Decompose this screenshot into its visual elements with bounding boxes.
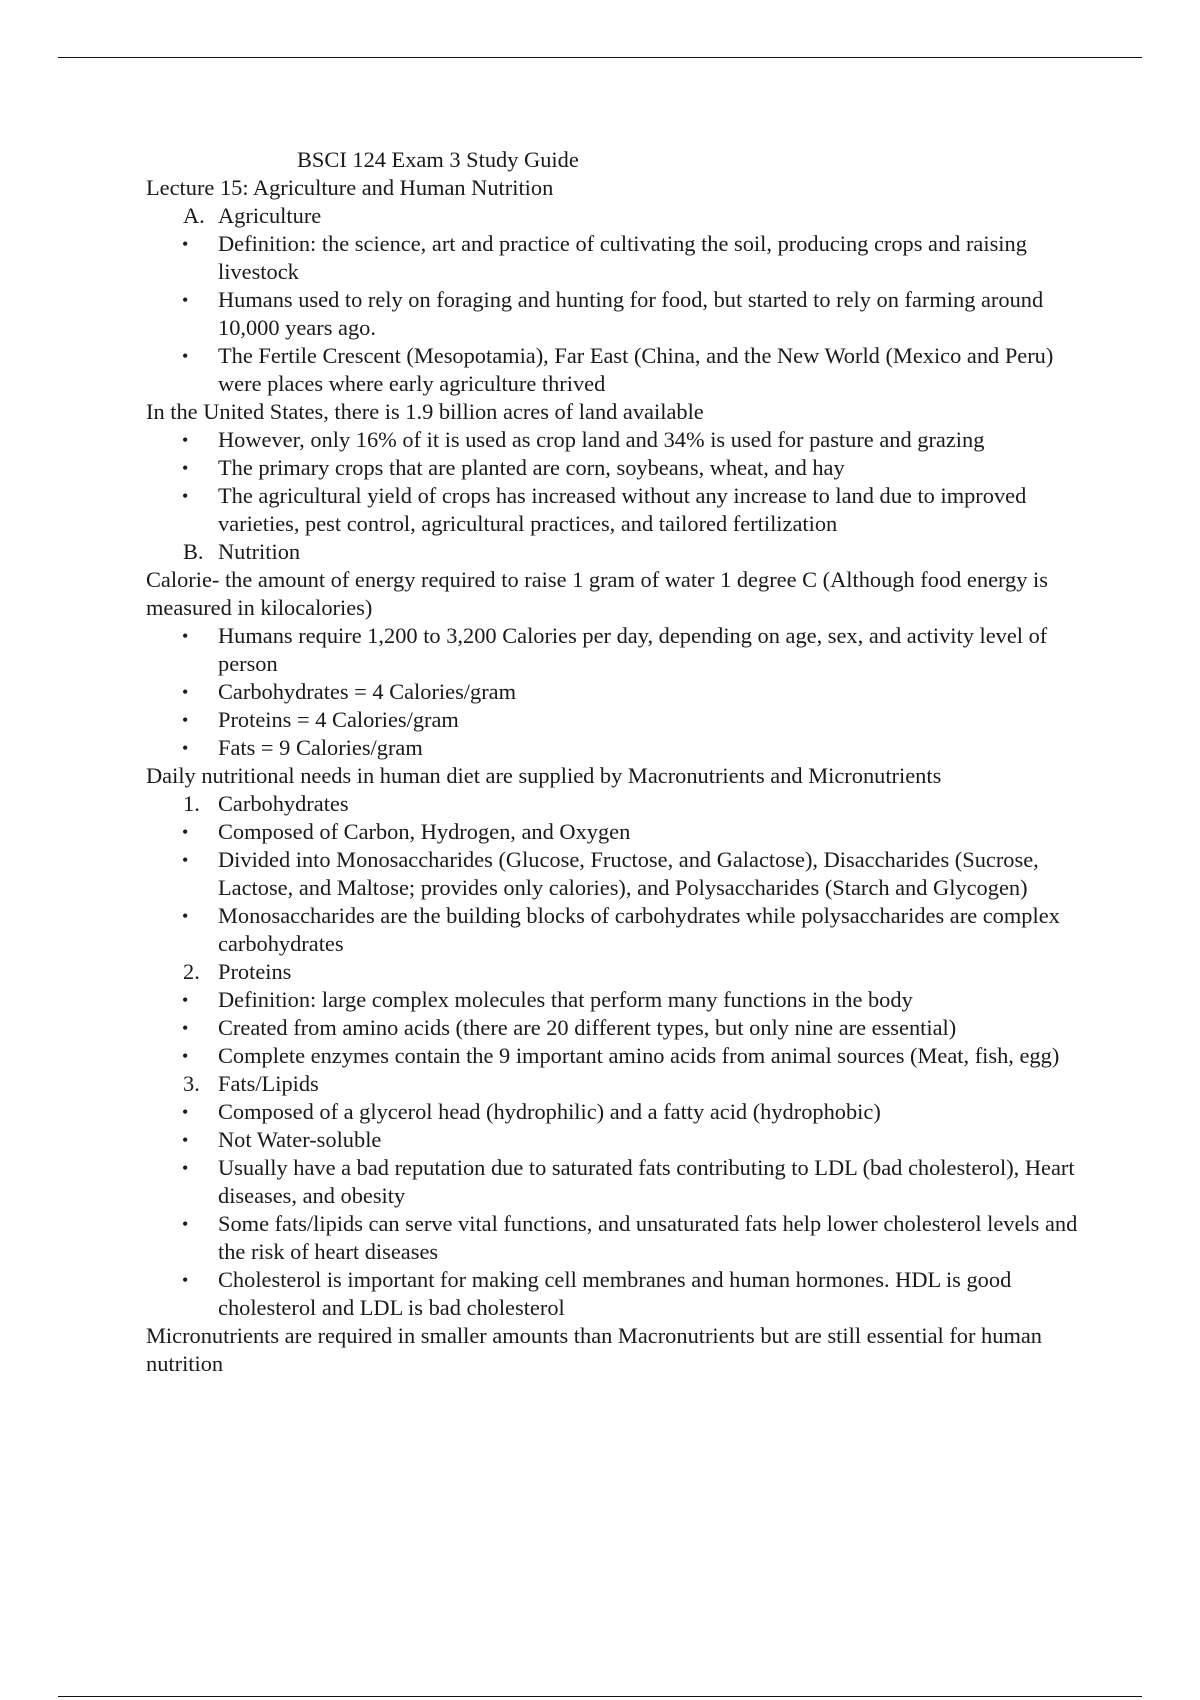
list-item [146,1098,1096,1126]
bullet-icon: • [182,346,189,366]
bullet-text: However, only 16% of it is used as crop land and 34% is used for pasture and grazing [218,427,985,452]
proteins-heading [146,958,1096,986]
bullet-icon: • [182,1018,189,1038]
bullet-icon: • [182,682,189,702]
bullet-icon: • [182,1102,189,1122]
bullet-icon: • [182,850,189,870]
carbohydrates-heading [146,790,1096,818]
carbohydrates-label: Carbohydrates [218,791,349,816]
bullet-text: Composed of Carbon, Hydrogen, and Oxygen [218,819,631,844]
list-item [146,1210,1096,1266]
list-item [146,734,1096,762]
bullet-icon: • [182,1046,189,1066]
bullet-text: Some fats/lipids can serve vital functions, and unsaturated fats help lower cholesterol levels and the risk of heart diseases [218,1211,1078,1264]
bullet-text: Complete enzymes contain the 9 important amino acids from animal sources (Meat, fish, egg) [218,1043,1060,1068]
list-item [146,846,1096,902]
section-b-heading [146,538,1096,566]
section-b-marker: B. [183,539,204,564]
bullet-text: The primary crops that are planted are corn, soybeans, wheat, and hay [218,455,845,480]
bullet-icon: • [182,1270,189,1290]
bullet-icon: • [182,1158,189,1178]
bullet-text: Proteins = 4 Calories/gram [218,707,459,732]
list-item [146,902,1096,958]
list-item [146,1266,1096,1322]
fats-label: Fats/Lipids [218,1071,319,1096]
bullet-icon: • [182,738,189,758]
bullet-text: The Fertile Crescent (Mesopotamia), Far East (China, and the New World (Mexico and Peru) were places where early agriculture thrived [218,343,1054,396]
bullet-text: Cholesterol is important for making cell membranes and human hormones. HDL is good cholesterol and LDL is bad cholesterol [218,1267,1012,1320]
list-item [146,426,1096,454]
bullet-text: Carbohydrates = 4 Calories/gram [218,679,517,704]
bullet-icon: • [182,990,189,1010]
list-item [146,1126,1096,1154]
fats-marker: 3. [183,1071,200,1096]
list-item [146,1014,1096,1042]
bullet-icon: • [182,626,189,646]
list-item [146,1042,1096,1070]
bullet-text: Composed of a glycerol head (hydrophilic) and a fatty acid (hydrophobic) [218,1099,881,1124]
section-b-label: Nutrition [218,539,301,564]
bullet-icon: • [182,1130,189,1150]
proteins-marker: 2. [183,959,200,984]
bullet-icon: • [182,234,189,254]
list-item [146,1154,1096,1210]
list-item [146,286,1096,342]
bullet-text: Divided into Monosaccharides (Glucose, Fructose, and Galactose), Disaccharides (Sucrose, Lactose, and Maltose; provides only calories), and Polysaccharides (Starch and Glycogen) [218,847,1039,900]
bullet-text: Not Water-soluble [218,1127,382,1152]
fats-heading [146,1070,1096,1098]
bullet-icon: • [182,710,189,730]
proteins-label: Proteins [218,959,292,984]
list-item [146,454,1096,482]
carbohydrates-marker: 1. [183,791,200,816]
list-item [146,482,1096,538]
lecture-heading: Lecture 15: Agriculture and Human Nutrition [146,175,554,200]
bullet-text: Usually have a bad reputation due to saturated fats contributing to LDL (bad cholesterol), Heart diseases, and obesity [218,1155,1075,1208]
bullet-text: Monosaccharides are the building blocks of carbohydrates while polysaccharides are complex carbohydrates [218,903,1060,956]
calorie-paragraph: Calorie- the amount of energy required to raise 1 gram of water 1 degree C (Although food energy is measured in kilocalories) [146,567,1048,620]
section-a-label: Agriculture [218,203,322,228]
document-title: BSCI 124 Exam 3 Study Guide [297,147,579,172]
section-a-heading [146,202,1096,230]
bullet-text: Definition: large complex molecules that perform many functions in the body [218,987,913,1012]
bullet-icon: • [182,486,189,506]
bullet-icon: • [182,290,189,310]
top-rule [58,57,1142,58]
us-land-paragraph: In the United States, there is 1.9 billion acres of land available [146,399,704,424]
list-item [146,818,1096,846]
list-item [146,678,1096,706]
bullet-text: Humans used to rely on foraging and hunting for food, but started to rely on farming around 10,000 years ago. [218,287,1044,340]
bullet-icon: • [182,458,189,478]
list-item [146,706,1096,734]
section-a-marker: A. [183,203,205,228]
daily-needs-paragraph: Daily nutritional needs in human diet are supplied by Macronutrients and Micronutrients [146,763,942,788]
bullet-icon: • [182,430,189,450]
bullet-icon: • [182,822,189,842]
list-item [146,622,1096,678]
bottom-rule [58,1696,1142,1697]
list-item [146,342,1096,398]
bullet-text: Definition: the science, art and practice of cultivating the soil, producing crops and raising livestock [218,231,1027,284]
bullet-text: Created from amino acids (there are 20 different types, but only nine are essential) [218,1015,957,1040]
list-item [146,230,1096,286]
bullet-text: The agricultural yield of crops has increased without any increase to land due to improved varieties, pest control, agricultural practices, and tailored fertilization [218,483,1027,536]
micronutrients-paragraph: Micronutrients are required in smaller amounts than Macronutrients but are still essential for human nutrition [146,1323,1042,1376]
bullet-icon: • [182,1214,189,1234]
bullet-text: Fats = 9 Calories/gram [218,735,423,760]
document-body [146,146,1096,1378]
bullet-text: Humans require 1,200 to 3,200 Calories per day, depending on age, sex, and activity level of person [218,623,1048,676]
list-item [146,986,1096,1014]
bullet-icon: • [182,906,189,926]
